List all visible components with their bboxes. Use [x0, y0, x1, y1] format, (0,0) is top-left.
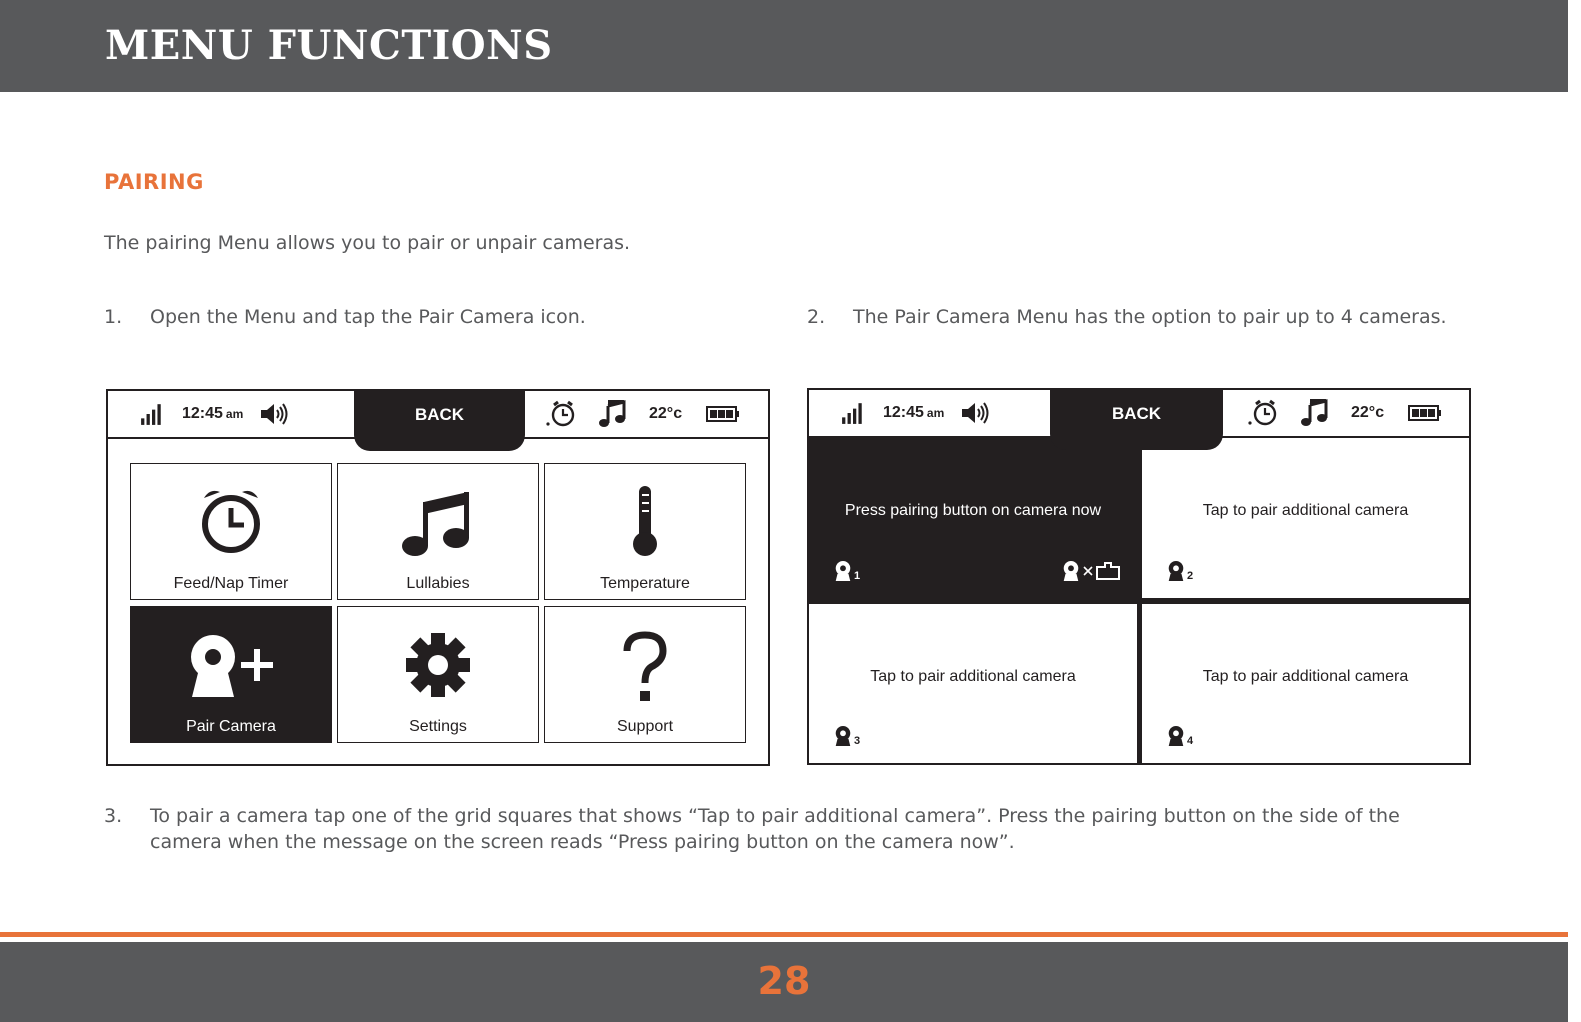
unpair-camera-button[interactable]: [1061, 560, 1121, 582]
step-number: 2.: [807, 306, 826, 328]
camera-slot-2[interactable]: [1142, 438, 1469, 598]
temperature-readout: 22°c: [1351, 404, 1385, 421]
menu-tile-feed-nap-timer[interactable]: [130, 463, 332, 600]
main-menu-screen: [106, 389, 770, 766]
temperature-readout: 22°c: [649, 405, 683, 422]
step-number: 3.: [104, 805, 123, 827]
signal-icon: [841, 401, 865, 425]
volume-icon[interactable]: [259, 402, 289, 426]
camera-1-indicator: 1: [833, 560, 860, 582]
clock: 12:45 am: [883, 404, 945, 421]
slot-message: Tap to pair additional camera: [1202, 668, 1409, 685]
tile-label: Pair Camera: [186, 718, 276, 735]
times-icon: [1083, 566, 1093, 576]
thermometer-icon: [631, 484, 659, 558]
camera-3-indicator: 3: [833, 725, 860, 747]
camera-2-indicator: 2: [1166, 560, 1193, 582]
camera-slot-1[interactable]: [809, 438, 1137, 598]
tile-label: Settings: [409, 718, 467, 735]
back-button[interactable]: BACK: [1050, 390, 1223, 450]
slot-message: Tap to pair additional camera: [870, 668, 1076, 685]
slot-message: Press pairing button on camera now: [844, 502, 1102, 519]
tile-label: Feed/Nap Timer: [173, 575, 289, 592]
camera-icon: [833, 560, 853, 582]
music-note-icon: [402, 488, 474, 558]
alarm-clock-icon: [198, 486, 264, 554]
menu-tile-support[interactable]: [544, 606, 746, 743]
step-text: The Pair Camera Menu has the option to pair up to 4 cameras.: [853, 306, 1447, 328]
footer-divider: [0, 932, 1568, 937]
page-number: 28: [757, 959, 811, 1003]
page-title: MENU FUNCTIONS: [105, 22, 553, 69]
tile-label: Support: [616, 718, 674, 735]
step-text: Open the Menu and tap the Pair Camera icon.: [150, 306, 586, 328]
pair-camera-screen: [807, 388, 1471, 765]
camera-icon: [833, 725, 853, 747]
camera-4-indicator: 4: [1166, 725, 1193, 747]
tile-label: Lullabies: [406, 575, 470, 592]
step-text: To pair a camera tap one of the grid squares that shows “Tap to pair additional camera”. Press the pairing button on the side of the camera when the message on the screen reads “Press pairing button on the camera now”.: [150, 805, 1400, 853]
battery-icon: [1408, 404, 1442, 422]
signal-icon: [140, 402, 164, 426]
slot-message: Tap to pair additional camera: [1202, 502, 1409, 519]
alarm-clock-icon: [1247, 399, 1279, 427]
camera-icon: [1166, 725, 1186, 747]
step-number: 1.: [104, 306, 123, 328]
music-note-icon: [1301, 399, 1329, 427]
menu-tile-temperature[interactable]: [544, 463, 746, 600]
step-1: [104, 304, 744, 332]
music-note-icon: [599, 400, 627, 428]
section-title: PAIRING: [104, 170, 204, 194]
unpair-icon: [1095, 561, 1121, 581]
step-3: [104, 803, 1434, 859]
camera-add-icon: [185, 633, 277, 699]
camera-icon: [1166, 560, 1186, 582]
alarm-clock-icon: [545, 400, 577, 428]
menu-tile-pair-camera[interactable]: [130, 606, 332, 743]
clock: 12:45 am: [182, 405, 244, 422]
question-icon: [621, 631, 669, 705]
camera-icon: [1061, 560, 1081, 582]
volume-icon[interactable]: [960, 401, 990, 425]
battery-icon: [706, 405, 740, 423]
intro-text: The pairing Menu allows you to pair or unpair cameras.: [104, 232, 631, 254]
step-2: [807, 304, 1507, 332]
menu-tile-lullabies[interactable]: [337, 463, 539, 600]
menu-tile-settings[interactable]: [337, 606, 539, 743]
gear-icon: [404, 631, 472, 699]
camera-slot-3[interactable]: [809, 604, 1137, 763]
footer-bar: [0, 942, 1568, 1022]
header-bar: [0, 0, 1568, 92]
camera-slot-4[interactable]: [1142, 604, 1469, 763]
back-button[interactable]: BACK: [354, 391, 525, 451]
tile-label: Temperature: [600, 575, 690, 592]
